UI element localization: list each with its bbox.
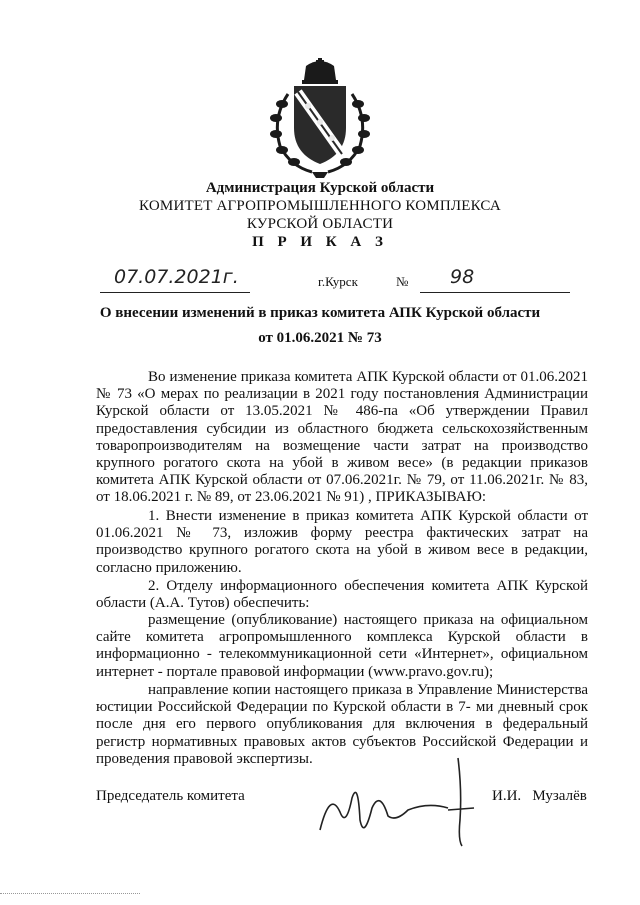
signatory-position: Председатель комитета <box>96 788 245 804</box>
page-divider <box>0 893 140 894</box>
signature-image <box>308 750 488 850</box>
order-title-line2: от 01.06.2021 № 73 <box>258 330 382 346</box>
paragraph-item-1: 1. Внести изменение в приказ комитета АПК Курской области от 01.06.2021 № 73, изложив форму реестра фактических затрат на производство крупного рогатого скота на убой в живом весе в редакции, согласно приложению. <box>96 508 588 576</box>
paragraph-publication: размещение (опубликование) настоящего приказа на официальном сайте комитета агропромышленного комплекса Курской области в информационно - телекоммуникационной сети «Интернет», официальном интернет - портале правовой информации (www.pravo.gov.ru); <box>96 612 588 680</box>
kursk-coat-of-arms-icon <box>264 58 376 180</box>
paragraph-registration: направление копии настоящего приказа в Управление Министерства юстиции Российской Федерации по Курской области в 7- ми дневный срок после дня его первого опубликования для включения в федеральный регистр нормативных правовых актов субъектов Российской Федерации и проведения правовой экспертизы. <box>96 682 588 767</box>
region-name: КУРСКОЙ ОБЛАСТИ <box>246 216 394 232</box>
date-field <box>100 266 250 293</box>
order-title-line1: О внесении изменений в приказ комитета АПК Курской области <box>99 305 541 321</box>
number-sign: № <box>396 274 409 289</box>
number-field <box>420 266 570 293</box>
document-type: П Р И К А З <box>252 234 388 250</box>
handwritten-date: 07.07.2021г. <box>114 266 239 288</box>
org-name: Администрация Курской области <box>205 180 435 196</box>
paragraph-preamble: Во изменение приказа комитета АПК Курской области от 01.06.2021 № 73 «О мерах по реализации в 2021 году постановления Администрации Курской области от 13.05.2021 № 486-па «Об утверждении Правил предоставления субсидии из областного бюджета сельскохозяйственным товаропроизводителям на возмещение части затрат на производство крупного рогатого скота на убой в живом весе» (в редакции приказов комитета АПК Курской области от 07.06.2021г. № 79, от 11.06.2021г. № 83, от 18.06.2021 г. № 89, от 23.06.2021 № 91) , ПРИКАЗЫВАЮ: <box>96 369 588 506</box>
committee-name: КОМИТЕТ АГРОПРОМЫШЛЕННОГО КОМПЛЕКСА <box>139 198 501 214</box>
paragraph-item-2: 2. Отделу информационного обеспечения комитета АПК Курской области (А.А. Тутов) обеспечить: <box>96 578 588 612</box>
city-label: г.Курск <box>318 274 358 289</box>
handwritten-number: 98 <box>450 266 475 288</box>
signatory-name: И.И. Музалёв <box>492 788 587 804</box>
